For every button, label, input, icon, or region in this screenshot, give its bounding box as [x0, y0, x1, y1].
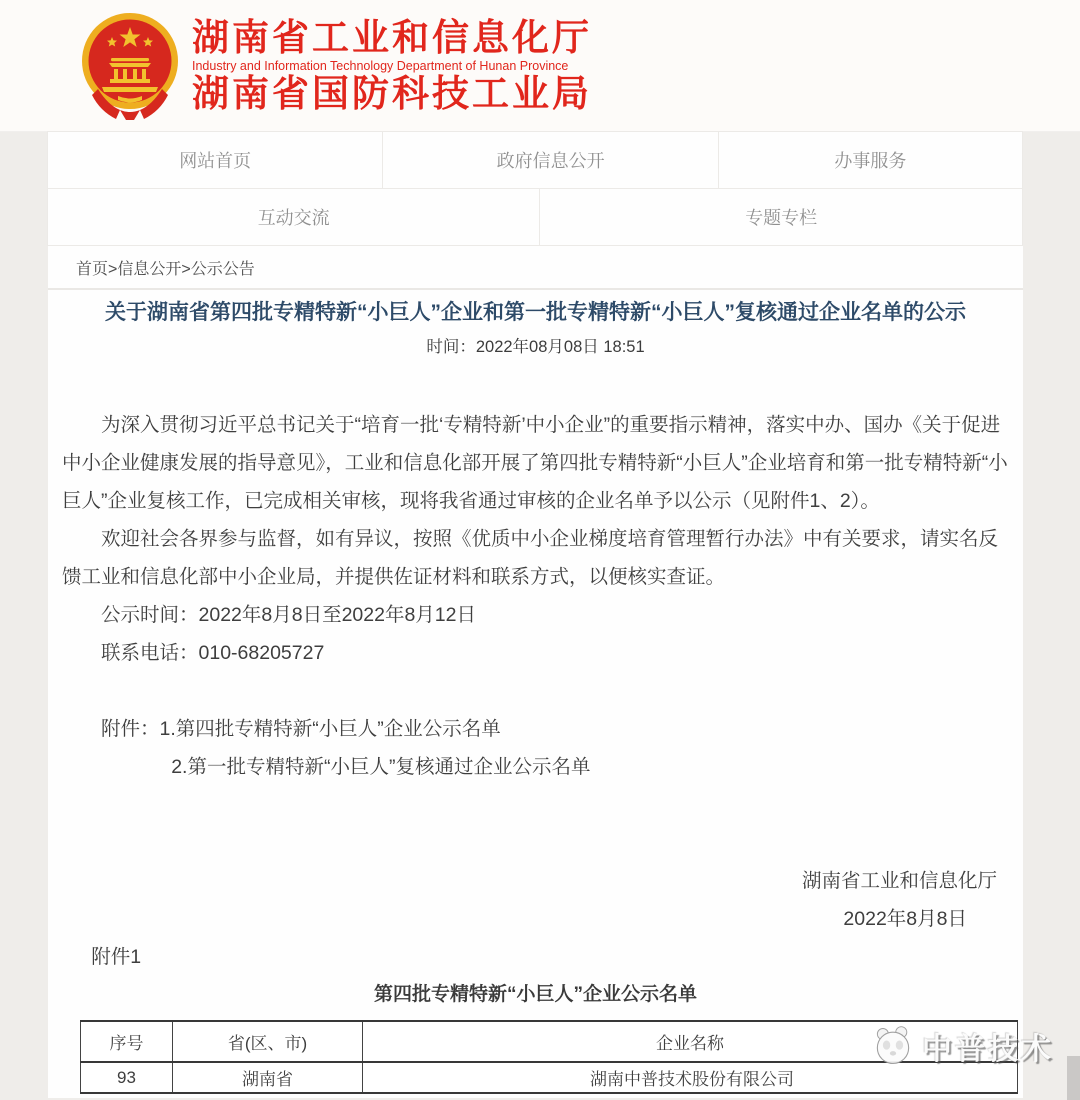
org-titles	[192, 18, 592, 114]
site-header	[0, 0, 1080, 132]
cell-province: 湖南省	[173, 1062, 363, 1093]
nav-item-special-columns[interactable]: 专题专栏	[539, 188, 1023, 246]
nav-item-interaction[interactable]: 互动交流	[47, 188, 540, 246]
spacer	[62, 824, 1009, 862]
cell-seq: 93	[81, 1062, 173, 1093]
article-title: 关于湖南省第四批专精特新“小巨人”企业和第一批专精特新“小巨人”复核通过企业名单的公示	[105, 301, 966, 324]
roster-table-title: 第四批专精特新“小巨人”企业公示名单	[373, 984, 697, 1005]
main-nav	[48, 132, 1023, 246]
watermark-text: 中普技术	[922, 1033, 1054, 1066]
nav-item-home[interactable]: 网站首页	[47, 131, 383, 189]
article	[48, 290, 1023, 1094]
cell-company: 湖南中普技术股份有限公司	[363, 1062, 1018, 1093]
publicity-period: 公示时间：2022年8月8日至2022年8月12日	[101, 604, 476, 626]
article-time: 时间：2022年08月08日 18:51	[426, 338, 645, 356]
org-name-cn-1: 湖南省工业和信息化厅	[192, 16, 592, 58]
header-province: 省(区、市)	[173, 1021, 363, 1062]
attachment-line-2: 2.第一批专精特新“小巨人”复核通过企业公示名单	[171, 756, 591, 778]
signature-date: 2022年8月8日	[843, 908, 967, 930]
content-area	[48, 246, 1023, 1098]
attachment-line-1: 附件：1.第四批专精特新“小巨人”企业公示名单	[101, 718, 501, 740]
appendix-label: 附件1	[91, 946, 142, 968]
nav-row-2	[48, 189, 1023, 246]
header-company: 企业名称	[363, 1021, 1018, 1062]
spacer	[62, 672, 1009, 710]
header-seq: 序号	[81, 1021, 173, 1062]
nav-row-1	[48, 132, 1023, 189]
org-name-cn-2: 湖南省国防科技工业局	[192, 72, 592, 114]
paragraph-1: 为深入贯彻习近平总书记关于“培育一批‘专精特新’中小企业”的重要指示精神，落实中办、国办《关于促进中小企业健康发展的指导意见》，工业和信息化部开展了第四批专精特新“小巨人”企业培育和第一批专精特新“小巨人”企业复核工作，已完成相关审核，现将我省通过审核的企业名单予以公示（见附件1、2）。	[62, 414, 1008, 512]
roster-table	[80, 1020, 1018, 1094]
article-body	[62, 406, 1009, 1014]
scrollbar-thumb[interactable]	[1067, 1056, 1080, 1100]
org-name-en: Industry and Information Technology Department of Hunan Province	[192, 58, 569, 73]
table-header-row	[81, 1021, 1018, 1062]
table-row	[81, 1062, 1018, 1093]
breadcrumb[interactable]: 首页>信息公开>公示公告	[48, 246, 1023, 290]
signature-org: 湖南省工业和信息化厅	[801, 870, 997, 892]
nav-item-gov-info[interactable]: 政府信息公开	[382, 131, 718, 189]
contact-phone: 联系电话：010-68205727	[101, 642, 325, 664]
nav-item-services[interactable]: 办事服务	[718, 131, 1023, 189]
spacer	[62, 786, 1009, 824]
china-national-emblem-icon	[80, 10, 180, 122]
paragraph-2: 欢迎社会各界参与监督，如有异议，按照《优质中小企业梯度培育管理暂行办法》中有关要求，请实名反馈工业和信息化部中小企业局，并提供佐证材料和联系方式，以便核实查证。	[62, 528, 999, 588]
